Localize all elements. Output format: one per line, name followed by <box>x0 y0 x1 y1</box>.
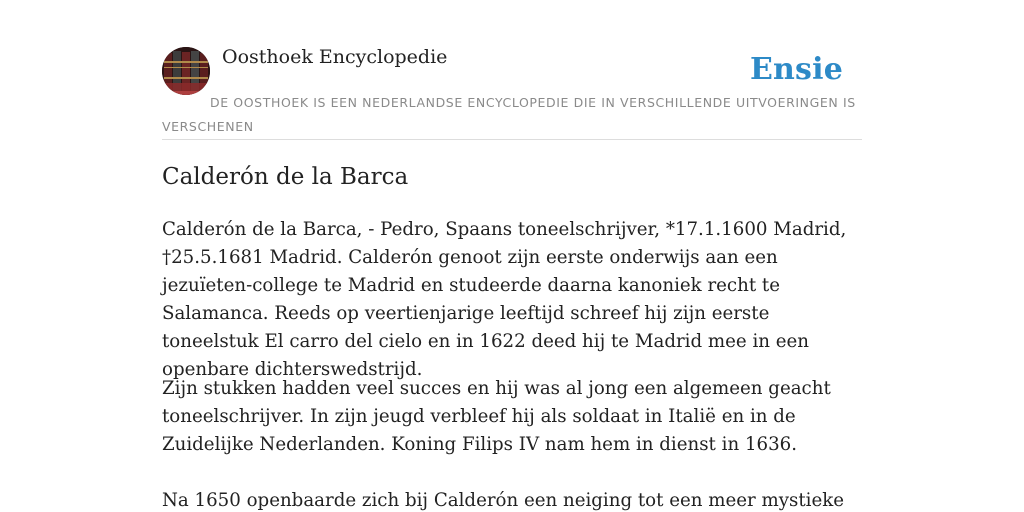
article-paragraph-1: Calderón de la Barca, - Pedro, Spaans toneelschrijver, *17.1.1600 Madrid, †25.5.1681 Madrid. Calderón genoot zijn eerste onderwijs aan een jezuïeten-college te Madrid en studeerde daarna kanoniek recht te Salamanca. Reeds op veertienjarige leeftijd schreef hij zijn eerste toneelstuk El carro del cielo en in 1622 deed hij te Madrid mee in een openbare dichterswedstrijd. <box>162 219 847 380</box>
book-spines-icon <box>162 47 210 95</box>
ensie-logo[interactable]: Ensie <box>749 52 843 87</box>
source-name-link[interactable]: Oosthoek Encyclopedie <box>222 46 448 68</box>
article-paragraph-3: Na 1650 openbaarde zich bij Calderón een neiging tot een meer mystieke <box>162 490 845 511</box>
source-avatar[interactable] <box>162 47 210 95</box>
header-divider <box>162 139 862 140</box>
source-tagline: DE OOSTHOEK IS EEN NEDERLANDSE ENCYCLOPEDIE DIE IN VERSCHILLENDE UITVOERINGEN IS VERSCHENEN <box>162 95 856 134</box>
article-title: Calderón de la Barca <box>162 164 409 190</box>
article-paragraph-2: Zijn stukken hadden veel succes en hij was al jong een algemeen geacht toneelschrijver. In zijn jeugd verbleef hij als soldaat in Italië en in de Zuidelijke Nederlanden. Koning Filips IV nam hem in dienst in 1636. <box>162 378 831 455</box>
